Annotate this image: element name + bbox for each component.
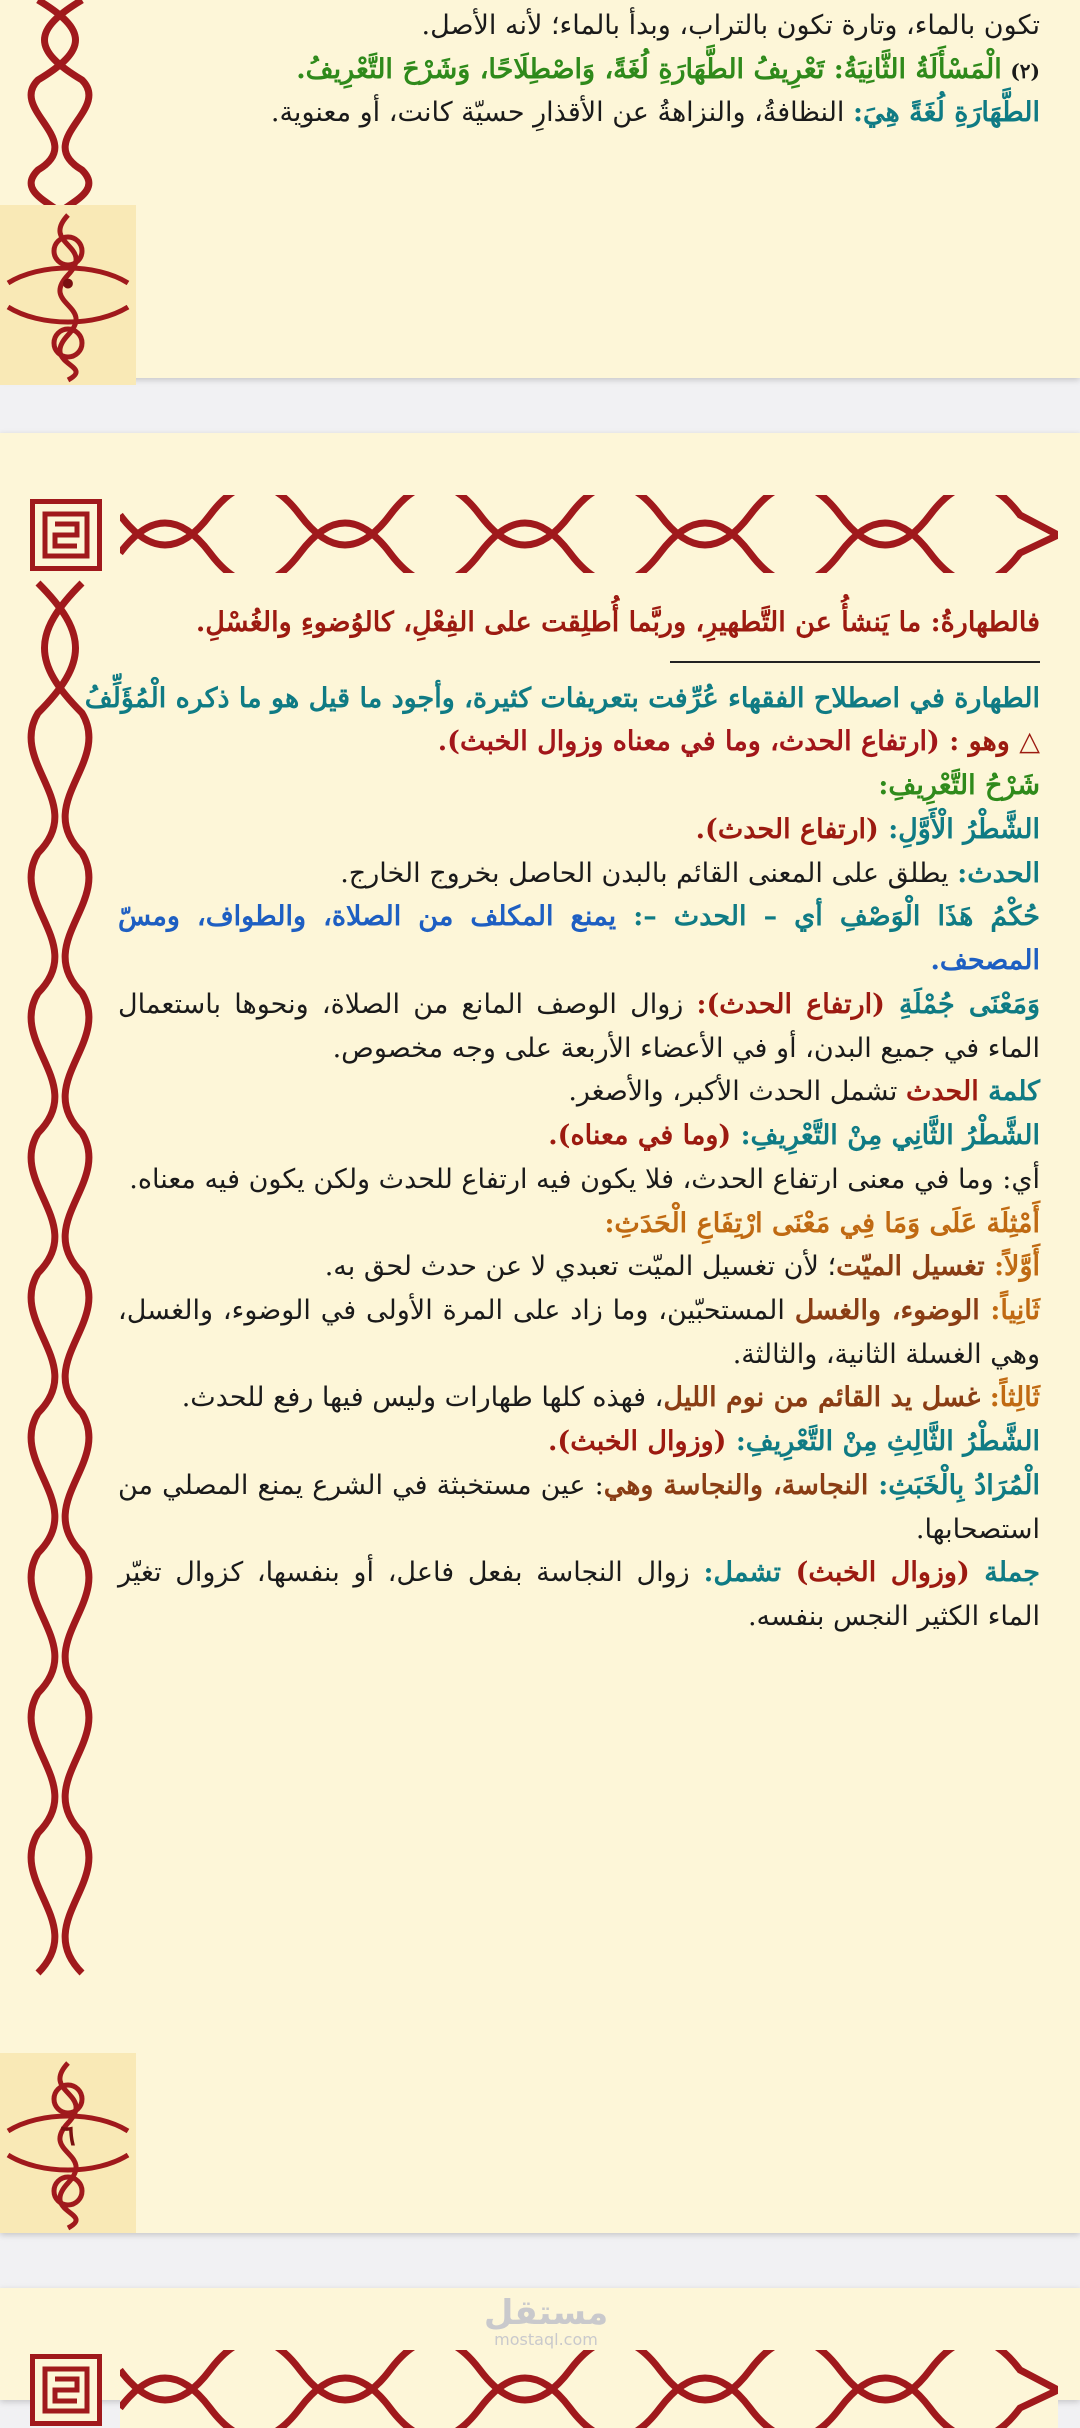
text: تشمل الحدث الأكبر، والأصغر. (568, 1076, 906, 1108)
text-paragraph (118, 983, 1040, 1070)
term: حُكْمُ هَذَا الْوَصْفِ أي – الحدث –: (633, 901, 1040, 933)
term: غسل يد القائم من نوم الليل (663, 1382, 990, 1414)
text: المستحبّين، وما زاد على المرة الأولى في الوضوء، والغسل، وهي الغسلة الثانية، والثالثة. (118, 1295, 1040, 1370)
text-line: أي: وما في معنى ارتفاع الحدث، فلا يكون فيه ارتفاع للحدث ولكن يكون فيه معناه. (129, 1163, 1040, 1195)
page2-text (84, 601, 1041, 1639)
corner-seal (30, 499, 102, 571)
seal-knot-icon (35, 2359, 97, 2421)
book-page-current (0, 433, 1080, 2233)
label: ثَالِثاً: (989, 1382, 1040, 1414)
seal-knot-icon (35, 504, 97, 566)
watermark-brand: مستقل (483, 2293, 609, 2333)
label: △ وهو : (949, 726, 1040, 758)
example-line (118, 1376, 1040, 1420)
text-paragraph (118, 1464, 1040, 1551)
value: (ارتفاع الحدث). (695, 813, 889, 845)
intro-line: فالطهارةُ: ما يَنشأُ عن التَّطهيرِ، وربَّما أُطلِقت على الفِعْلِ، كالوُضوءِ والغُسْلِ. (195, 607, 1040, 638)
term-value: الحدث (905, 1076, 989, 1108)
part-heading (118, 1420, 1040, 1464)
text: : عين مستخبثة في الشرع يمنع المصلي من استصحابها. (118, 1469, 1040, 1545)
example-paragraph (118, 1289, 1040, 1376)
term-value: (وزوال الخبث) (795, 1557, 985, 1589)
label: الشَّطْرُ الثَّالِثِ مِنْ التَّعْرِيفِ: (735, 1426, 1040, 1458)
term: كلمة (988, 1076, 1040, 1108)
definition-line (118, 91, 1040, 135)
term: الحدث: (957, 857, 1040, 889)
term: جملة (984, 1557, 1040, 1589)
knot-top-band-icon (120, 495, 1058, 573)
subheading: شَرْحُ التَّعْرِيفِ: (878, 770, 1040, 802)
term: الوضوء، والغسل (794, 1295, 991, 1327)
knot-top-band-icon (120, 2350, 1058, 2428)
page1-text (118, 4, 1040, 135)
watermark (476, 2293, 616, 2349)
text: ؛ لأن تغسيل الميّت تعبدي لا عن حدث لحق به. (324, 1251, 837, 1283)
text: يطلق على المعنى القائم بالبدن الحاصل بخروج الخارج. (340, 857, 958, 889)
term-value: (ارتفاع الحدث): (696, 988, 900, 1020)
part-heading (118, 1114, 1040, 1158)
text-paragraph (118, 1551, 1040, 1638)
definition-statement (118, 720, 1040, 764)
value: (وزوال الخبث). (548, 1426, 736, 1458)
subheading: أَمْثِلَة عَلَى وَمَا فِي مَعْنَى ارْتِفَاعِ الْحَدَثِ: (604, 1207, 1040, 1239)
definition-text: (ارتفاع الحدث، وما في معناه وزوال الخبث). (437, 726, 950, 758)
heading-text: الْمَسْأَلَةُ الثَّانِيَةُ: تَعْرِيفُ الطَّهَارَةِ لُغَةً، وَاصْطِلَاحًا، وَشَرْحَ التَّعْرِيفُ. (296, 53, 1002, 85)
term: وَمَعْنَى جُمْلَةِ (899, 988, 1041, 1020)
page-marker: • (59, 268, 77, 301)
book-page-previous (0, 0, 1080, 378)
watermark-domain: mostaql.com (494, 2330, 598, 2349)
label: الشَّطْرُ الْأَوَّلِ: (888, 813, 1040, 845)
text: ، فهذه كلها طهارات وليس فيها رفع للحدث. (181, 1382, 664, 1414)
definition-paragraph: الطهارة في اصطلاح الفقهاء عُرِّفت بتعريفات كثيرة، وأجود ما قيل هو ما ذكره الْمُؤَلِّفُ (84, 682, 1040, 714)
text-line: تكون بالماء، وتارة تكون بالتراب، وبدأ بالماء؛ لأنه الأصل. (421, 10, 1040, 41)
section-heading (118, 48, 1040, 92)
term: الْمُرَادُ بِالْخَبَثِ: (878, 1469, 1040, 1501)
page-number: ٦ (60, 2119, 76, 2152)
label: الشَّطْرُ الثَّانِي مِنْ التَّعْرِيفِ: (740, 1120, 1040, 1152)
term-suffix: تشمل: (703, 1557, 796, 1589)
corner-seal (30, 2354, 102, 2426)
definition-text: النظافةُ، والنزاهةُ عن الأقذارِ حسيّة كانت، أو معنوية. (270, 97, 854, 129)
text-line (118, 1070, 1040, 1114)
divider (670, 661, 1040, 663)
term: تغسيل الميّت (836, 1251, 995, 1283)
term: الطَّهَارَةِ لُغَةً هِيَ: (853, 97, 1040, 129)
text-line (118, 852, 1040, 896)
part-heading (118, 808, 1040, 852)
text-paragraph (118, 895, 1040, 982)
example-line (118, 1245, 1040, 1289)
value: (وما في معناه). (548, 1120, 741, 1152)
label: ثَانِياً: (990, 1295, 1040, 1327)
term-value: النجاسة، والنجاسة وهي (603, 1469, 879, 1501)
footnote-number: (٢) (1010, 58, 1040, 83)
text: زوال الوصف المانع من الصلاة، ونحوها باستعمال الماء في جميع البدن، أو في الأعضاء الأربعة على وجه مخصوص. (118, 988, 1040, 1064)
label: أَوَّلاً: (994, 1251, 1040, 1283)
text: يمنع المكلف من الصلاة، والطواف، ومسّ المصحف. (118, 901, 1040, 977)
text: زوال النجاسة بفعل فاعل، أو بنفسها، كزوال تغيّر الماء الكثير النجس بنفسه. (118, 1557, 1040, 1633)
